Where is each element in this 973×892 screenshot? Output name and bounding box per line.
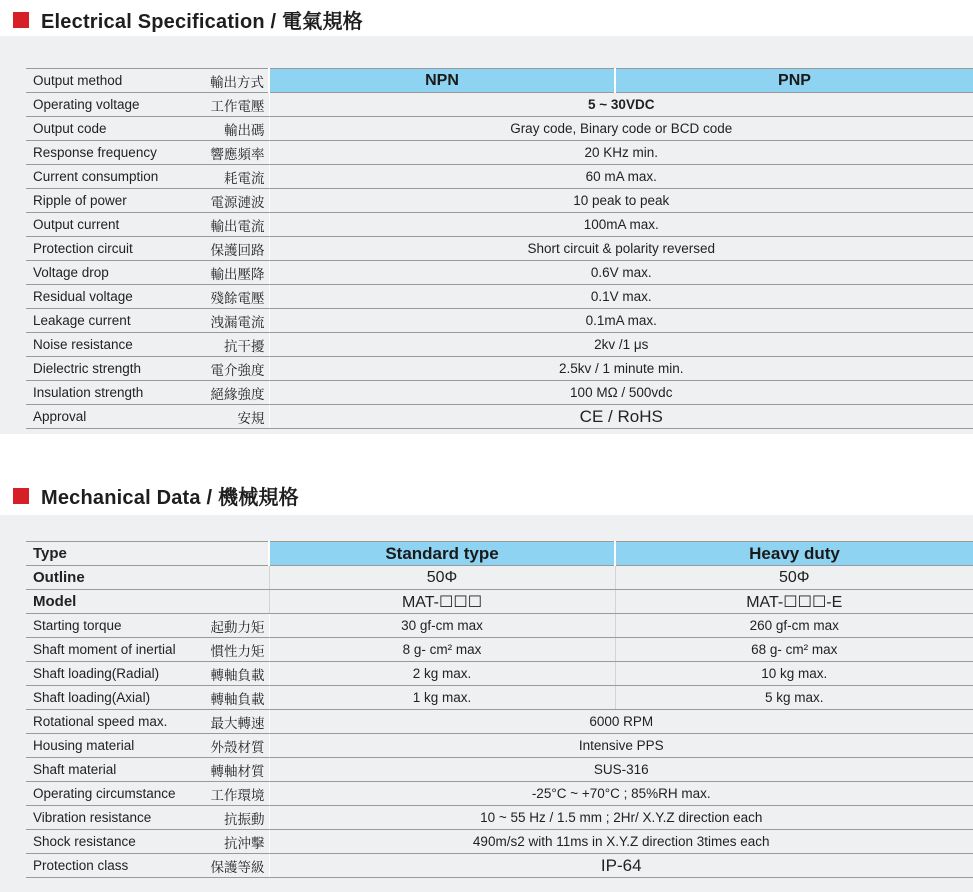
spec-value: Gray code, Binary code or BCD code — [269, 117, 973, 141]
spec-label-zh: 輸出壓降 — [196, 261, 269, 285]
spec-label-zh: 抗沖擊 — [196, 830, 269, 854]
electrical-row — [26, 357, 973, 381]
spec-value: 10 peak to peak — [269, 189, 973, 213]
spec-label-en: Insulation strength — [26, 381, 196, 405]
spec-label-zh: 電源漣波 — [196, 189, 269, 213]
mechanical-row — [26, 710, 973, 734]
spec-value: 6000 RPM — [269, 710, 973, 734]
spec-label-en: Shock resistance — [26, 830, 196, 854]
red-square-icon — [13, 488, 29, 504]
spec-label-en: Protection class — [26, 854, 196, 878]
heavy-value: 68 g- cm² max — [615, 638, 973, 662]
spec-value: 0.6V max. — [269, 261, 973, 285]
spec-label-zh: 轉軸材質 — [196, 758, 269, 782]
spec-label-zh: 慣性力矩 — [196, 638, 269, 662]
spec-label-en: Housing material — [26, 734, 196, 758]
spec-label-zh: 抗干擾 — [196, 333, 269, 357]
spec-label-en: Shaft material — [26, 758, 196, 782]
standard-value: 1 kg max. — [269, 686, 615, 710]
electrical-section-title — [13, 5, 363, 34]
spec-label-zh: 外殼材質 — [196, 734, 269, 758]
spec-value: IP-64 — [269, 854, 973, 878]
spec-label-en: Approval — [26, 405, 196, 429]
spec-label-en: Starting torque — [26, 614, 196, 638]
spec-value: 0.1mA max. — [269, 309, 973, 333]
mechanical-row — [26, 854, 973, 878]
spec-label-zh: 輸出碼 — [196, 117, 269, 141]
electrical-row — [26, 261, 973, 285]
spec-label-en: Output current — [26, 213, 196, 237]
spec-label-zh: 安規 — [196, 405, 269, 429]
spec-value: CE / RoHS — [269, 405, 973, 429]
spec-label-zh: 電介強度 — [196, 357, 269, 381]
spec-label-zh: 輸出電流 — [196, 213, 269, 237]
mechanical-split-row — [26, 638, 973, 662]
spec-label-zh: 洩漏電流 — [196, 309, 269, 333]
mechanical-table — [26, 541, 973, 878]
spec-label-zh: 保護等級 — [196, 854, 269, 878]
spec-label-en: Protection circuit — [26, 237, 196, 261]
model-heavy: MAT-☐☐☐-E — [615, 590, 973, 614]
standard-value: 8 g- cm² max — [269, 638, 615, 662]
spec-label-en: Voltage drop — [26, 261, 196, 285]
spec-label-en: Leakage current — [26, 309, 196, 333]
header-npn: NPN — [269, 69, 615, 93]
spec-label-zh: 耗電流 — [196, 165, 269, 189]
spec-value: 100mA max. — [269, 213, 973, 237]
spec-value: 100 MΩ / 500vdc — [269, 381, 973, 405]
spec-label-zh: 轉軸負載 — [196, 686, 269, 710]
mechanical-row — [26, 734, 973, 758]
spec-value: 5 ~ 30VDC — [269, 93, 973, 117]
spec-value: 60 mA max. — [269, 165, 973, 189]
spec-label-zh: 工作環境 — [196, 782, 269, 806]
outline-row — [26, 566, 973, 590]
electrical-row — [26, 165, 973, 189]
electrical-row — [26, 93, 973, 117]
mechanical-row — [26, 806, 973, 830]
mechanical-split-row — [26, 686, 973, 710]
spec-label-en: Rotational speed max. — [26, 710, 196, 734]
standard-value: 30 gf-cm max — [269, 614, 615, 638]
heavy-value: 260 gf-cm max — [615, 614, 973, 638]
spec-label-en: Noise resistance — [26, 333, 196, 357]
electrical-row — [26, 405, 973, 429]
spec-label-zh: 抗振動 — [196, 806, 269, 830]
mechanical-row — [26, 830, 973, 854]
spec-value: 490m/s2 with 11ms in X.Y.Z direction 3times each — [269, 830, 973, 854]
header-standard-type: Standard type — [269, 542, 615, 566]
spec-value: 20 KHz min. — [269, 141, 973, 165]
electrical-row — [26, 189, 973, 213]
spec-label-en: Output code — [26, 117, 196, 141]
model-row — [26, 590, 973, 614]
heavy-value: 5 kg max. — [615, 686, 973, 710]
mechanical-title-text: Mechanical Data / 機械規格 — [41, 487, 299, 509]
spec-value: -25°C ~ +70°C ; 85%RH max. — [269, 782, 973, 806]
spec-label-en: Shaft moment of inertial — [26, 638, 196, 662]
electrical-row — [26, 141, 973, 165]
header-heavy-duty: Heavy duty — [615, 542, 973, 566]
standard-value: 2 kg max. — [269, 662, 615, 686]
outline-standard: 50Φ — [269, 566, 615, 590]
header-label-zh: 輸出方式 — [196, 69, 269, 93]
electrical-title-text: Electrical Specification / 電氣規格 — [41, 11, 363, 33]
header-type-label: Type — [26, 542, 269, 566]
spec-label-zh: 起動力矩 — [196, 614, 269, 638]
spec-label-en: Operating circumstance — [26, 782, 196, 806]
mechanical-header-row — [26, 542, 973, 566]
electrical-table — [26, 68, 973, 429]
header-label-en: Output method — [26, 69, 196, 93]
electrical-row — [26, 381, 973, 405]
spec-value: Intensive PPS — [269, 734, 973, 758]
header-pnp: PNP — [615, 69, 973, 93]
outline-heavy: 50Φ — [615, 566, 973, 590]
model-label: Model — [26, 590, 269, 614]
spec-label-en: Residual voltage — [26, 285, 196, 309]
spec-value: 10 ~ 55 Hz / 1.5 mm ; 2Hr/ X.Y.Z direction each — [269, 806, 973, 830]
spec-label-zh: 轉軸負載 — [196, 662, 269, 686]
electrical-row — [26, 237, 973, 261]
electrical-header-row — [26, 69, 973, 93]
spec-label-en: Ripple of power — [26, 189, 196, 213]
spec-label-zh: 殘餘電壓 — [196, 285, 269, 309]
mechanical-split-row — [26, 662, 973, 686]
spec-value: 2kv /1 μs — [269, 333, 973, 357]
spec-value: 0.1V max. — [269, 285, 973, 309]
spec-label-en: Dielectric strength — [26, 357, 196, 381]
electrical-row — [26, 117, 973, 141]
spec-label-zh: 響應頻率 — [196, 141, 269, 165]
electrical-row — [26, 285, 973, 309]
spec-label-en: Shaft loading(Radial) — [26, 662, 196, 686]
spec-label-zh: 工作電壓 — [196, 93, 269, 117]
spec-value: SUS-316 — [269, 758, 973, 782]
red-square-icon — [13, 12, 29, 28]
mechanical-section-title — [13, 481, 299, 510]
heavy-value: 10 kg max. — [615, 662, 973, 686]
spec-label-zh: 絕緣強度 — [196, 381, 269, 405]
mechanical-split-row — [26, 614, 973, 638]
mechanical-row — [26, 782, 973, 806]
spec-label-en: Response frequency — [26, 141, 196, 165]
spec-label-en: Operating voltage — [26, 93, 196, 117]
spec-label-zh: 保護回路 — [196, 237, 269, 261]
model-standard: MAT-☐☐☐ — [269, 590, 615, 614]
spec-label-en: Current consumption — [26, 165, 196, 189]
spec-value: Short circuit & polarity reversed — [269, 237, 973, 261]
spec-label-en: Shaft loading(Axial) — [26, 686, 196, 710]
electrical-row — [26, 309, 973, 333]
spec-value: 2.5kv / 1 minute min. — [269, 357, 973, 381]
spec-label-en: Vibration resistance — [26, 806, 196, 830]
mechanical-row — [26, 758, 973, 782]
electrical-row — [26, 213, 973, 237]
spec-label-zh: 最大轉速 — [196, 710, 269, 734]
electrical-row — [26, 333, 973, 357]
outline-label: Outline — [26, 566, 269, 590]
